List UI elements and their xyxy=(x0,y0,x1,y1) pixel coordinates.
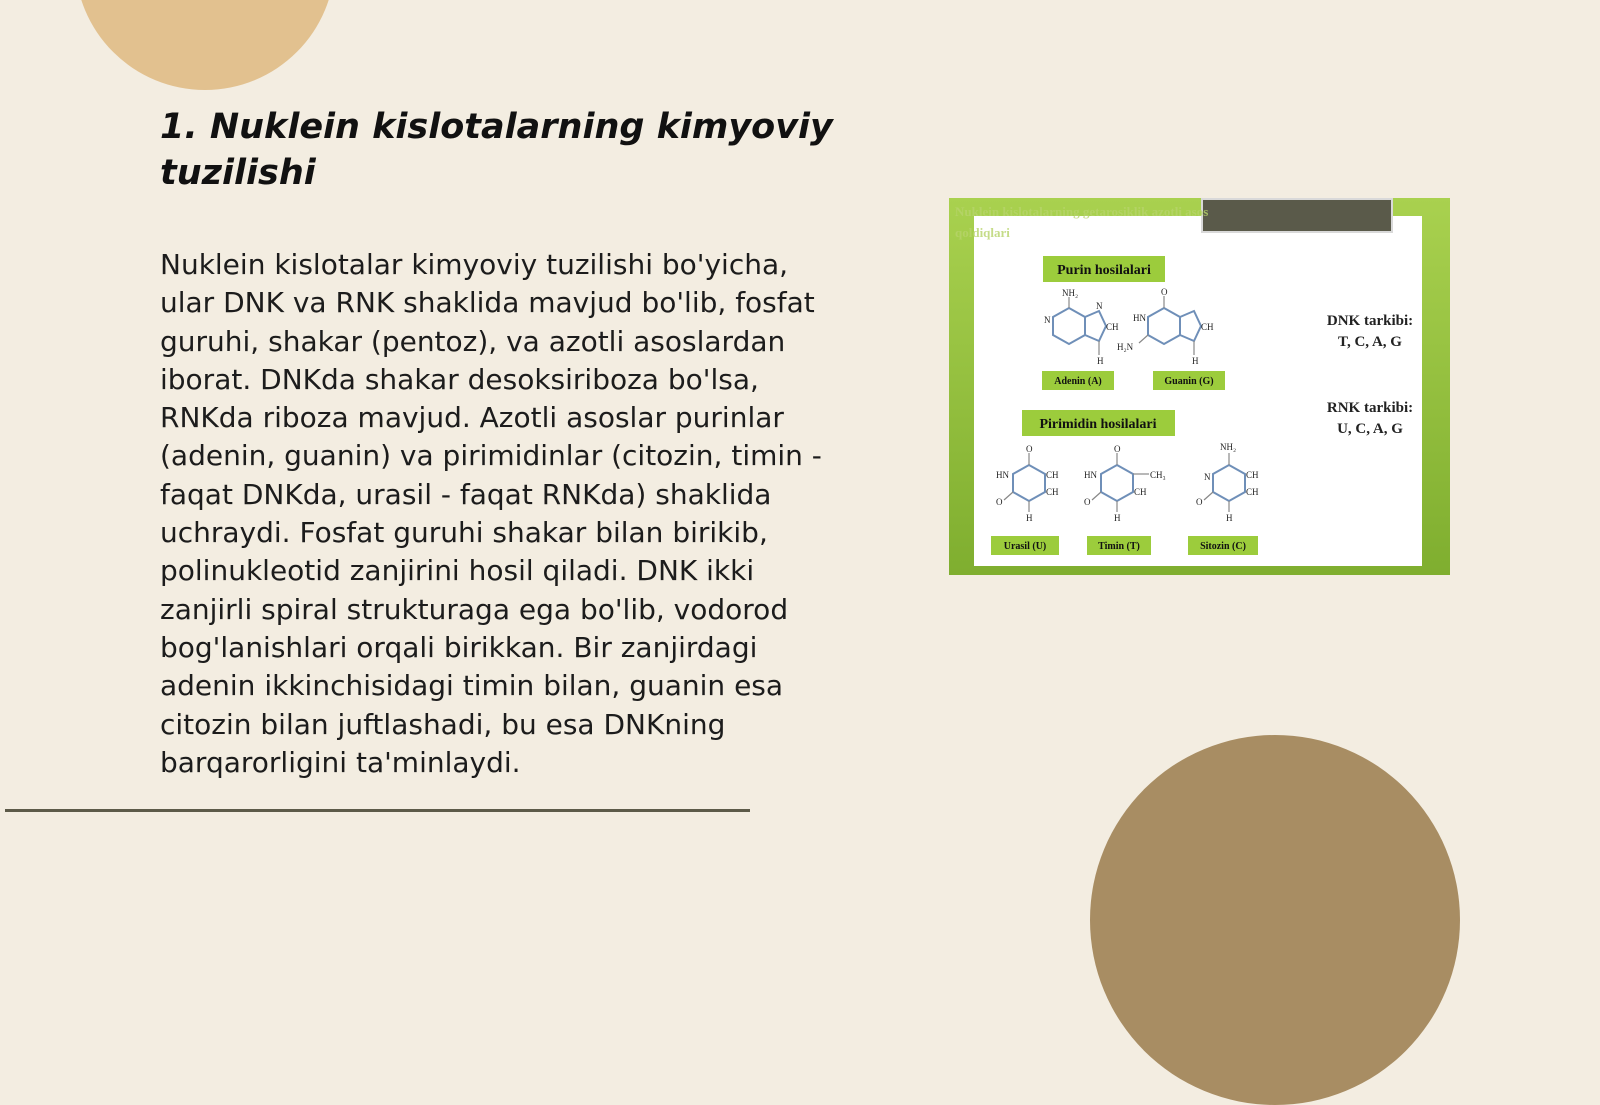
thymine-label: Timin (T) xyxy=(1098,541,1140,552)
rnk-bases: U, C, A, G xyxy=(1337,421,1403,437)
adenine-label: Adenin (A) xyxy=(1054,376,1102,387)
atom-label: O xyxy=(1114,444,1121,454)
atom-label: CH xyxy=(1106,322,1119,332)
decorative-circle-top xyxy=(75,0,335,90)
atom-label: O xyxy=(1026,444,1033,454)
atom-label: N xyxy=(1096,301,1103,311)
divider-line xyxy=(5,809,750,812)
atom-label: HN xyxy=(996,470,1009,480)
slide-title: 1. Nuklein kislotalarning kimyoviy tuzilishi xyxy=(160,107,833,193)
atom-label: O xyxy=(996,497,1003,507)
atom-label: O xyxy=(1084,497,1091,507)
dnk-title: DNK tarkibi: xyxy=(1326,313,1414,329)
atom-label: H xyxy=(1114,513,1121,523)
atom-label: O xyxy=(1161,287,1168,297)
atom-label: H xyxy=(1026,513,1033,523)
dnk-bases: T, C, A, G xyxy=(1338,334,1402,350)
atom-label: CH xyxy=(1201,322,1214,332)
atom-label: O xyxy=(1196,497,1203,507)
atom-label: HN xyxy=(1133,313,1146,323)
atom-label: H₂N xyxy=(1117,342,1134,352)
atom-label: NH₂ xyxy=(1062,288,1079,298)
uracil-label: Urasil (U) xyxy=(1003,541,1047,552)
atom-label: CH xyxy=(1046,487,1059,497)
atom-label: H xyxy=(1097,356,1104,366)
atom-label: N xyxy=(1204,472,1211,482)
decorative-circle-bottom xyxy=(1090,735,1460,1105)
atom-label: CH₃ xyxy=(1150,470,1166,480)
figure-header-bar xyxy=(1202,199,1392,232)
atom-label: H xyxy=(1226,513,1233,523)
atom-label: CH xyxy=(1246,487,1259,497)
figure-header-line2: qoldiqlari xyxy=(955,225,1010,240)
figure-inner-panel xyxy=(974,216,1422,566)
pyrimidine-label: Pirimidin hosilalari xyxy=(1039,417,1157,432)
rnk-title: RNK tarkibi: xyxy=(1326,400,1414,416)
atom-label: CH xyxy=(1134,487,1147,497)
atom-label: N xyxy=(1044,315,1051,325)
atom-label: CH xyxy=(1046,470,1059,480)
figure-header-line1: Nuklein kislotalarning getarosiklik azotli asos xyxy=(955,204,1209,219)
atom-label: H xyxy=(1192,356,1199,366)
atom-label: HN xyxy=(1084,470,1097,480)
slide-body-text: Nuklein kislotalar kimyoviy tuzilishi bo'yicha, ular DNK va RNK shaklida mavjud bo'lib, fosfat guruhi, shakar (pentoz), va azotli asoslardan iborat. DNKda shakar desoksiriboza bo'lsa, RNKda riboza mavjud. Azotli asoslar purinlar (adenin, guanin) va pirimidinlar (citozin, timin - faqat DNKda, urasil - faqat RNKda) shaklida uchraydi. Fosfat guruhi shakar bilan birikib, polinukleotid zanjirini hosil qiladi. DNK ikki zanjirli spiral strukturaga ega bo'lib, vodorod bog'lanishlari orqali birikkan. Bir zanjirdagi adenin ikkinchisidagi timin bilan, guanin esa citozin bilan juftlashadi, bu esa DNKning barqarorligini ta'minlaydi. xyxy=(160,248,822,779)
nucleobase-figure xyxy=(949,198,1450,575)
atom-label: CH xyxy=(1246,470,1259,480)
cytosine-label: Sitozin (C) xyxy=(1200,541,1246,552)
purine-label: Purin hosilalari xyxy=(1057,263,1151,278)
atom-label: NH₂ xyxy=(1220,442,1237,452)
guanine-label: Guanin (G) xyxy=(1164,376,1214,387)
